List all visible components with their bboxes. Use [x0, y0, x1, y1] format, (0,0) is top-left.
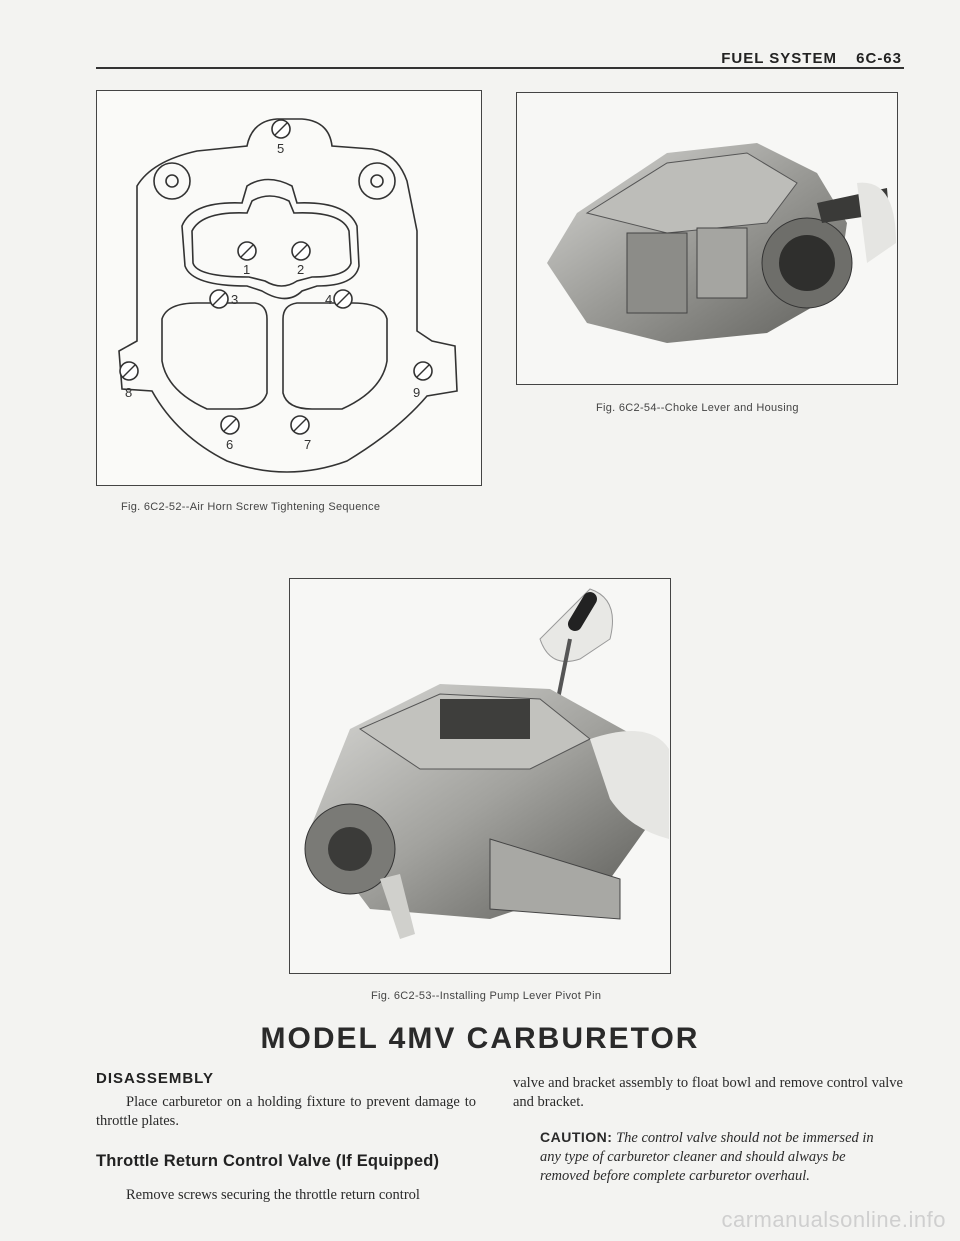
carburetor-pin-photo-illustration: [290, 579, 669, 972]
screw-label-6: 6: [226, 437, 234, 452]
screw-label-4: 4: [325, 292, 333, 307]
disassembly-heading: DISASSEMBLY: [96, 1070, 214, 1087]
throttle-return-heading: Throttle Return Control Valve (If Equipped): [96, 1152, 440, 1170]
control-valve-paragraph: valve and bracket assembly to float bowl and remove control valve and bracket.: [513, 1075, 903, 1110]
page-number: 6C-63: [856, 50, 902, 67]
screw-label-2: 2: [297, 262, 305, 277]
figure-air-horn-diagram: [96, 90, 482, 486]
screw-label-8: 8: [125, 385, 133, 400]
section-title: FUEL SYSTEM: [721, 50, 837, 67]
carburetor-photo-illustration: [517, 93, 896, 383]
figure-pump-lever-photo: [289, 578, 671, 974]
figure-caption-6c2-54: Fig. 6C2-54--Choke Lever and Housing: [596, 402, 799, 414]
figure-caption-6c2-53: Fig. 6C2-53--Installing Pump Lever Pivot Pin: [371, 990, 602, 1002]
screw-label-1: 1: [243, 262, 251, 277]
caution-label: CAUTION:: [540, 1129, 613, 1145]
caution-text: The control valve should not be immersed in any type of carburetor cleaner and should always be removed before complete carburetor overhaul.: [540, 1130, 874, 1184]
throttle-return-paragraph: Remove screws securing the throttle return control: [126, 1187, 420, 1203]
screw-label-3: 3: [231, 292, 239, 307]
disassembly-paragraph: Place carburetor on a holding fixture to prevent damage to throttle plates.: [96, 1094, 476, 1129]
page-title: MODEL 4MV CARBURETOR: [260, 1022, 700, 1055]
screw-label-9: 9: [413, 385, 421, 400]
figure-caption-6c2-52: Fig. 6C2-52--Air Horn Screw Tightening Sequence: [121, 501, 381, 513]
screw-label-5: 5: [277, 141, 285, 156]
watermark: carmanualsonline.info: [721, 1207, 946, 1232]
page-header: [721, 50, 902, 67]
figure-choke-lever-photo: [516, 92, 898, 385]
screw-label-7: 7: [304, 437, 312, 452]
header-rule: [96, 67, 904, 69]
caution-note: [540, 1128, 876, 1186]
air-horn-gasket-drawing: [97, 91, 480, 484]
